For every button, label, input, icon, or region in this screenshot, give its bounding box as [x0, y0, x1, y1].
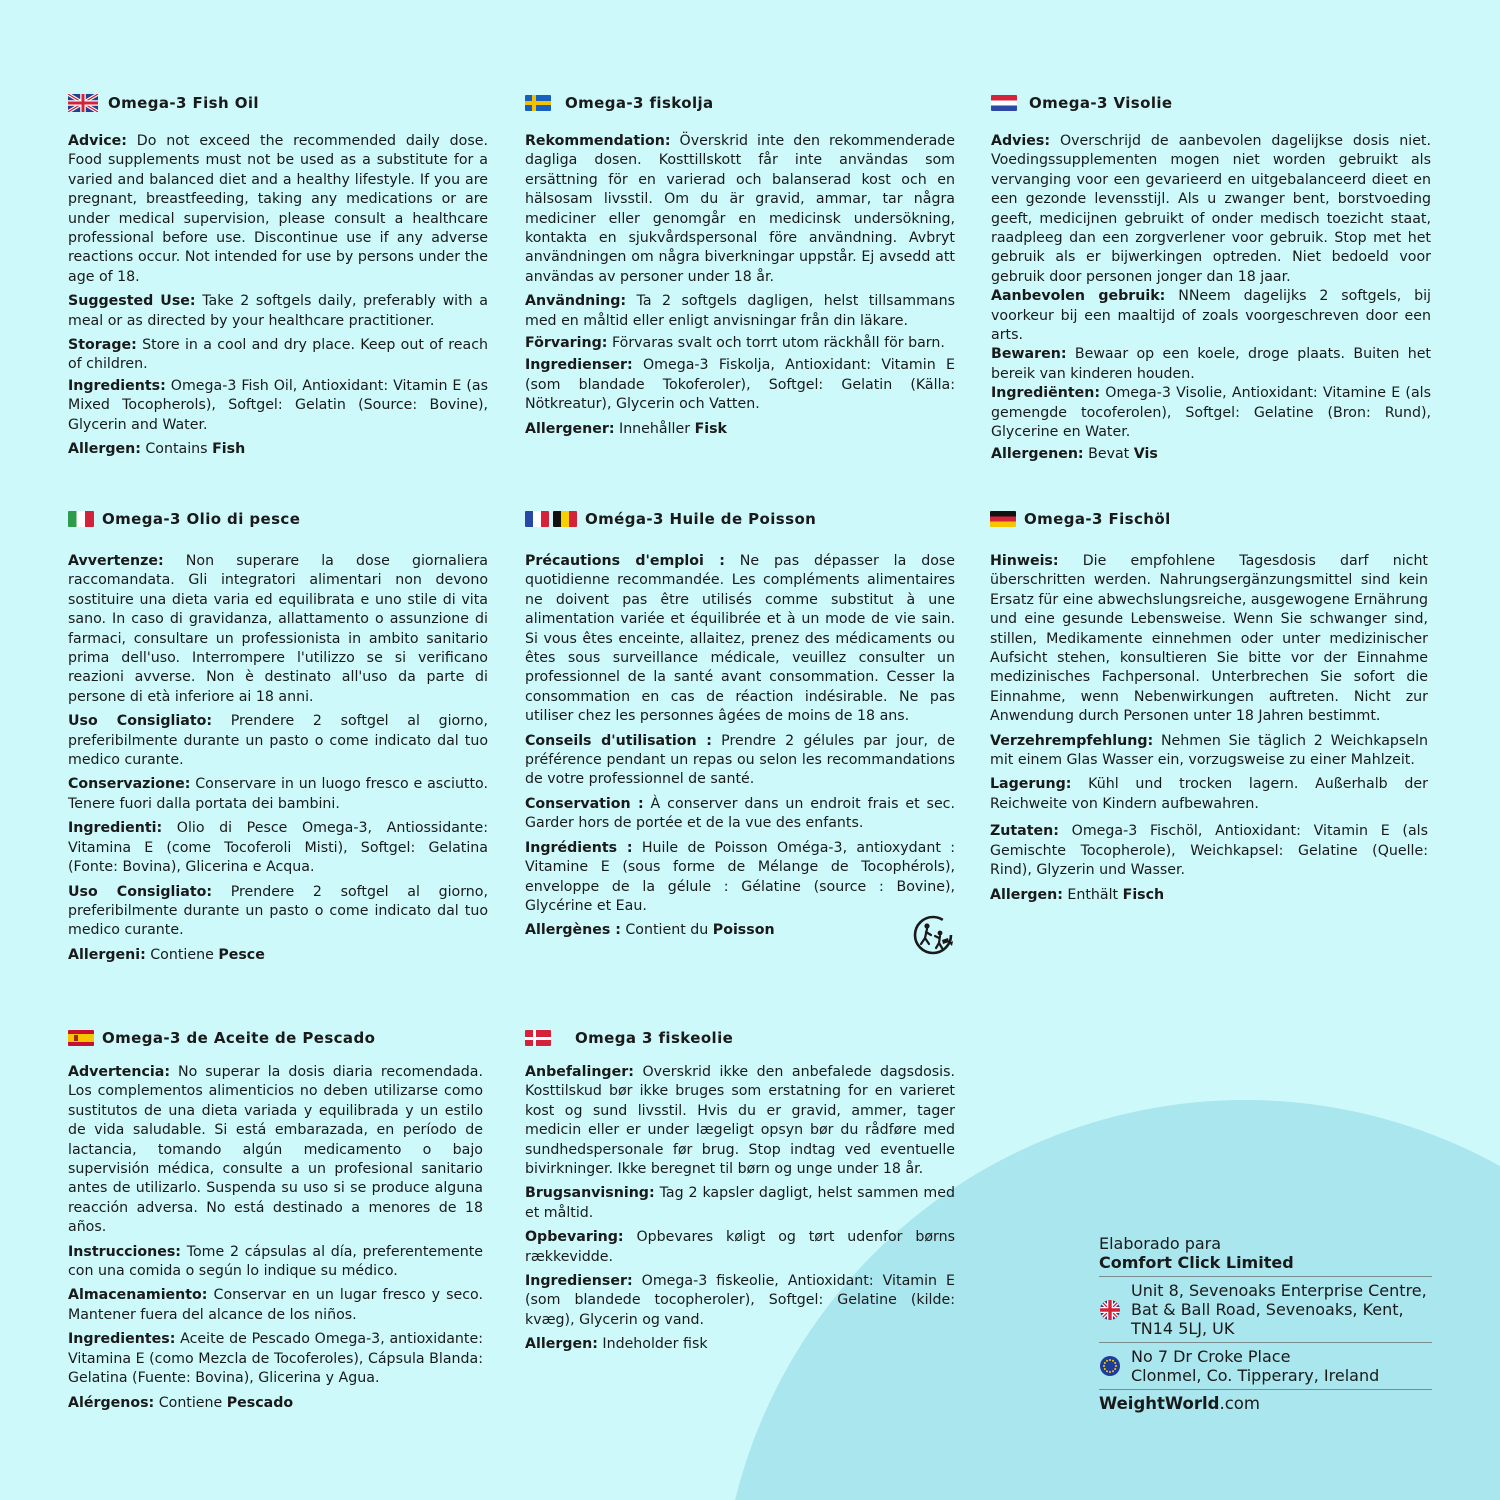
allergen-text: Contiene	[145, 946, 219, 963]
storage-paragraph	[525, 795, 955, 834]
belgium-flag-icon	[553, 511, 577, 527]
section-swedish	[525, 92, 955, 439]
section-header	[525, 92, 955, 114]
spain-flag-icon	[68, 1030, 94, 1046]
section-title: Omega 3 fiskeolie	[575, 1029, 734, 1047]
eu-address-line: Clonmel, Co. Tipperary, Ireland	[1131, 1366, 1380, 1385]
advice-label: Advertencia:	[68, 1064, 171, 1080]
allergen-text: Bevat	[1083, 445, 1134, 462]
ingredients-paragraph	[68, 1330, 483, 1388]
ingredients-text: Omega-3 fiskeolie, Antioxidant: Vitamin E (som blandede tocopheroler), Softgel: Gelatine (kilde: kvæg), Glycerin og vand.	[525, 1273, 955, 1328]
ingredients-label: Ingredientes:	[68, 1331, 176, 1348]
ingredients-text: Huile de Poisson Oméga-3, antioxydant : Vitamine E (sous forme de Mélange de Tocophérols), enveloppe de la gélule : Gélatine (source : Bovine), Glycérine et Eau.	[525, 839, 955, 914]
section-dutch	[991, 92, 1431, 464]
ingredients-text: Omega-3 Fischöl, Antioxidant: Vitamin E (als Gemischte Tocopherole), Weichkapsel: Gelatine (Quelle: Rind), Glyzerin und Wasser.	[990, 823, 1428, 879]
advice-paragraph	[525, 132, 955, 287]
section-title: Omega-3 fiskolja	[565, 94, 714, 112]
allergen-line	[991, 445, 1431, 464]
advice-text: Die empfohlene Tagesdosis darf nicht überschritten werden. Nahrungsergänzungsmittel sind kein Ersatz für eine abwechslungsreiche, ausgewogene Ernährung und eine gesunde Lebensweise. Wenn Sie schwanger sind, stillen, Medikamente einnehmen oder unter medizinischer Aufsicht stehen, konsultieren Sie bitte vor der Einnahme medizinisches Fachpersonal. Unterbrechen Sie sofort die Einnahme, wenn Nebenwirkungen auftreten. Nicht zur Anwendung durch Personen unter 18 Jahren bestimmt.	[990, 553, 1429, 725]
advice-paragraph	[991, 132, 1431, 287]
storage-label: Opbevaring:	[525, 1229, 624, 1246]
ingredients-text: Omega-3 Fish Oil, Antioxidant: Vitamin E (as Mixed Tocopherols), Softgel: Gelatin (Source: Bovine), Glycerin and Water.	[68, 377, 488, 433]
uk-flag-icon	[68, 94, 98, 112]
section-italian	[68, 508, 488, 965]
advice-label: Avvertenze:	[68, 553, 164, 569]
advice-label: Advice:	[68, 133, 127, 149]
ingredients-paragraph	[525, 839, 955, 917]
use-label: Uso Consigliato:	[68, 883, 213, 900]
storage-paragraph	[525, 1228, 955, 1267]
use-paragraph	[525, 732, 955, 790]
storage-label: Bewaren:	[991, 346, 1067, 363]
advice-text: Overskrid ikke den anbefalede dagsdosis. Kosttilskud bør ikke bruges som erstatning for en varieret kost og sund livsstil. Hvis du er gravid, ammer, tager medicin eller er under lægeligt opsyn bør du rådføre med sundhedspersonale før brug. Stop indtag ved eventuelle bivirkninger. Ikke beregnet til børn og unge under 18 år.	[525, 1064, 955, 1178]
section-french	[525, 508, 955, 941]
advice-label: Anbefalinger:	[525, 1064, 634, 1080]
use-text: Ta 2 softgels dagligen, helst tillsammans med en måltid eller enligt anvisningar från din läkare.	[525, 293, 955, 329]
storage-label: Conservation :	[525, 795, 644, 812]
allergen-text: Indeholder fisk	[597, 1336, 708, 1353]
uk-address	[1099, 1281, 1432, 1338]
uk-address-line: Unit 8, Sevenoaks Enterprise Centre,	[1131, 1281, 1427, 1300]
ingredients-label: Ingrediënten:	[991, 385, 1101, 402]
storage-text: Bewaar op een koele, droge plaats. Buiten het bereik van kinderen houden.	[991, 346, 1431, 382]
sweden-flag-icon	[525, 95, 551, 111]
advice-text: Overschrijd de aanbevolen dagelijkse dosis niet. Voedingssupplementen mogen niet worden gebruikt als vervanging voor een gevarieerd en uitgebalanceerd dieet en een gezonde levensstijl. Als u zwanger bent, borstvoeding geeft, medicijnen gebruikt of onder medisch toezicht staat, raadpleeg dan een zorgverlener voor gebruik. Stop met het gebruik als er bijwerkingen optreden. Niet bedoeld voor gebruik door personen jonger dan 18 jaar.	[991, 133, 1431, 285]
eu-address	[1099, 1347, 1432, 1385]
section-title: Omega-3 Visolie	[1029, 94, 1173, 112]
use-paragraph	[525, 292, 955, 331]
use-paragraph	[525, 1184, 955, 1223]
use-label: Suggested Use:	[68, 293, 196, 310]
storage-paragraph	[525, 334, 955, 353]
ingredients-label: Ingredienser:	[525, 1273, 633, 1290]
section-header	[68, 1027, 483, 1049]
use-paragraph	[991, 287, 1431, 345]
allergen-label: Allergen:	[990, 886, 1063, 903]
website	[1099, 1394, 1432, 1413]
storage-text: Kühl und trocken lagern. Außerhalb der Reichweite von Kindern aufbewahren.	[990, 776, 1428, 812]
advice-paragraph	[68, 1063, 483, 1238]
eu-flag-icon	[1099, 1355, 1121, 1377]
section-title: Oméga-3 Huile de Poisson	[585, 510, 817, 528]
storage-text: Conservar en un lugar fresco y seco. Mantener fuera del alcance de los niños.	[68, 1287, 483, 1323]
allergen-text: Enthält	[1062, 886, 1123, 903]
storage-label: Almacenamiento:	[68, 1287, 208, 1304]
advice-paragraph	[525, 552, 955, 727]
denmark-flag-icon	[525, 1030, 551, 1046]
allergen-value: Vis	[1133, 445, 1158, 462]
ingredients-label: Ingredienser:	[525, 357, 633, 374]
triman-recycling-icon	[911, 913, 955, 957]
uk-address-line: Bat & Ball Road, Sevenoaks, Kent,	[1131, 1300, 1404, 1319]
advice-text: Överskrid inte den rekommenderade dagliga dosen. Kosttillskott får inte användas som ersättning för en varierad och balanserad kost och en hälsosam livsstil. Om du är gravid, ammar, tar några mediciner eller genomgår en medicinsk undersökning, kontakta en sjukvårdspersonal före användning. Avbryt användningen om några biverkningar uppstår. Ej avsedd att användas av personer under 18 år.	[525, 133, 955, 285]
allergen-text: Contiene	[154, 1394, 227, 1411]
section-title: Omega-3 de Aceite de Pescado	[102, 1029, 376, 1047]
use-paragraph	[68, 1243, 483, 1282]
section-header	[68, 92, 488, 114]
storage-label: Conservazione:	[68, 776, 191, 793]
advice-paragraph	[990, 552, 1428, 727]
made-for-label: Elaborado para	[1099, 1234, 1222, 1253]
advice-paragraph	[68, 132, 488, 287]
storage-label: Lagerung:	[990, 776, 1072, 793]
section-header	[525, 1027, 955, 1049]
storage-text: Store in a cool and dry place. Keep out of reach of children.	[68, 337, 488, 373]
ingredients-paragraph	[525, 1272, 955, 1330]
uk-address-line: TN14 5LJ, UK	[1131, 1319, 1235, 1338]
storage-text: Conservare in un luogo fresco e asciutto. Tenere fuori dalla portata dei bambini.	[68, 776, 488, 812]
section-title: Omega-3 Fischöl	[1024, 510, 1171, 528]
section-header	[990, 508, 1428, 530]
use-text: Tag 2 kapsler dagligt, helst sammen med et måltid.	[525, 1185, 955, 1221]
uk-flag-icon	[1099, 1299, 1121, 1321]
allergen-label: Allergen:	[525, 1336, 598, 1353]
use-text: Prendre 2 gélules par jour, de préférence pendant un repas ou selon les recommandations de votre professionnel de santé.	[525, 732, 955, 788]
allergen-value: Poisson	[712, 922, 775, 939]
storage-label: Storage:	[68, 337, 137, 354]
ingredients-paragraph	[991, 384, 1431, 442]
allergen-line	[68, 440, 488, 459]
section-german	[990, 508, 1428, 905]
allergen-label: Allergènes :	[525, 922, 621, 939]
section-header	[991, 92, 1431, 114]
use-paragraph	[68, 712, 488, 770]
section-title: Omega-3 Olio di pesce	[102, 510, 301, 528]
use-paragraph	[68, 292, 488, 331]
allergen-line	[525, 420, 955, 439]
allergen-line	[525, 1335, 955, 1354]
ingredients-text: Omega-3 Fiskolja, Antioxidant: Vitamin E (som blandade Tokoferoler), Softgel: Gelatin (Källa: Nötkreatur), Glycerin och Vatten.	[525, 357, 955, 413]
section-spanish	[68, 1027, 483, 1413]
ingredients-paragraph	[525, 356, 955, 414]
use-label: Conseils d'utilisation :	[525, 732, 712, 749]
advice-text: Do not exceed the recommended daily dose. Food supplements must not be used as a substitute for a varied and balanced diet and a healthy lifestyle. If you are pregnant, breastfeeding, taking any medications or are under medical supervision, please consult a healthcare professional before use. Discontinue use if any adverse reactions occur. Not intended for use by persons under the age of 18.	[68, 133, 488, 285]
storage-label: Förvaring:	[525, 335, 608, 352]
ingredients-text: Olio di Pesce Omega-3, Antiossidante: Vitamina E (come Tocoferoli Misti), Softgel: Gelatina (Fonte: Bovina), Glicerina e Acqua.	[68, 820, 488, 876]
advice-paragraph	[525, 1063, 955, 1179]
allergen-label: Allergen:	[68, 441, 141, 458]
allergen-label: Allergeni:	[68, 946, 146, 963]
ingredients-text: Aceite de Pescado Omega-3, antioxidante: Vitamina E (como Mezcla de Tocoferoles), Cápsula Blanda: Gelatina (Fuente: Bovina), Glicerina y Agua.	[68, 1331, 483, 1387]
ingredients-paragraph	[68, 377, 488, 435]
allergen-value: Fish	[212, 441, 246, 458]
section-danish	[525, 1027, 955, 1355]
advice-label: Précautions d'emploi :	[525, 553, 725, 569]
storage-paragraph	[991, 345, 1431, 384]
use-text: Nehmen Sie täglich 2 Weichkapseln mit einem Glas Wasser ein, vorzugsweise zu einer Mahlzeit.	[990, 732, 1428, 769]
storage-paragraph	[68, 775, 488, 814]
ingredients-paragraph	[990, 822, 1428, 880]
germany-flag-icon	[990, 511, 1016, 527]
storage-text: Opbevares køligt og tørt udenfor børns rækkevidde.	[525, 1229, 955, 1265]
france-flag-icon	[525, 511, 549, 527]
use-text: Prendere 2 softgel al giorno, preferibilmente durante un pasto o come indicato dal tuo medico curante.	[68, 883, 488, 939]
use-label: Instrucciones:	[68, 1243, 181, 1260]
advice-label: Advies:	[991, 133, 1050, 149]
advice-label: Rekommendation:	[525, 133, 671, 149]
manufacturer-block	[1099, 1234, 1432, 1413]
allergen-line	[68, 1394, 483, 1413]
allergen-value: Pesce	[218, 946, 265, 963]
ingredients-label: Ingredients:	[68, 377, 166, 394]
use-label: Användning:	[525, 293, 627, 310]
allergen-line	[68, 946, 488, 965]
divider	[1099, 1389, 1432, 1390]
use-paragraph-repeat	[68, 883, 488, 941]
storage-paragraph	[990, 775, 1428, 814]
allergen-line	[990, 886, 1428, 905]
storage-text: À conserver dans un endroit frais et sec. Garder hors de portée et de la vue des enfants.	[525, 795, 955, 832]
divider	[1099, 1342, 1432, 1343]
website-domain: .com	[1219, 1394, 1260, 1413]
use-text: Tome 2 cápsulas al día, preferentemente con una comida o según lo indique su médico.	[68, 1243, 483, 1280]
divider	[1099, 1276, 1432, 1277]
storage-paragraph	[68, 1286, 483, 1325]
storage-paragraph	[68, 336, 488, 375]
storage-text: Förvaras svalt och torrt utom räckhåll för barn.	[607, 335, 945, 352]
section-english	[68, 92, 488, 460]
use-paragraph	[990, 732, 1428, 771]
ingredients-label: Ingredienti:	[68, 820, 163, 837]
use-text: Take 2 softgels daily, preferably with a meal or as directed by your healthcare practitioner.	[68, 293, 488, 329]
ingredients-paragraph	[68, 819, 488, 877]
italy-flag-icon	[68, 511, 94, 527]
ingredients-text: Omega-3 Visolie, Antioxidant: Vitamine E (als gemengde tocoferolen), Softgel: Gelatine (Bron: Rund), Glycerine en Water.	[991, 385, 1431, 441]
allergen-value: Fisch	[1122, 886, 1165, 903]
section-header	[68, 508, 488, 530]
advice-text: Non superare la dose giornaliera raccomandata. Gli integratori alimentari non devono sostituire una dieta varia ed equilibrata e uno stile di vita sano. In caso di gravidanza, allattamento o assunzione di farmaci, consultare un professionista in ambito sanitario prima dell'uso. Interrompere l'utilizzo se si verificano reazioni avverse. Non è destinato all'uso da parte di persone di età inferiore ai 18 anni.	[68, 553, 488, 705]
use-label: Brugsanvisning:	[525, 1185, 655, 1202]
netherlands-flag-icon	[991, 95, 1017, 111]
allergen-text: Contient du	[620, 922, 713, 939]
allergen-label: Alérgenos:	[68, 1394, 155, 1411]
company-name: Comfort Click Limited	[1099, 1253, 1294, 1272]
eu-address-line: No 7 Dr Croke Place	[1131, 1347, 1291, 1366]
allergen-line	[525, 921, 955, 940]
allergen-text: Innehåller	[614, 420, 695, 437]
website-brand: WeightWorld	[1099, 1394, 1220, 1413]
allergen-text: Contains	[140, 441, 213, 458]
section-title: Omega-3 Fish Oil	[108, 94, 259, 112]
use-label: Aanbevolen gebruik:	[991, 288, 1166, 305]
advice-text: No superar la dosis diaria recomendada. Los complementos alimenticios no deben utilizarse como sustitutos de una dieta variada y equilibrada y un estilo de vida saludable. Si está embarazada, en período de lactancia, tomando algún medicamento o bajo supervisión médica, consulte a un profesional sanitario antes de utilizarlo. Suspenda su uso si se produce alguna reacción adversa. No está destinado a menores de 18 años.	[68, 1064, 483, 1236]
advice-text: Ne pas dépasser la dose quotidienne recommandée. Les compléments alimentaires ne doivent pas être utilisés comme substitut à une alimentation variée et équilibrée et à un mode de vie sain. Si vous êtes enceinte, allaitez, prenez des médicaments ou êtes sous surveillance médicale, veuillez consulter un professionnel de la santé avant consommation. Cesser la consommation en cas de réaction indésirable. Ne pas utiliser chez les personnes âgées de moins de 18 ans.	[525, 553, 956, 725]
advice-paragraph	[68, 552, 488, 707]
allergen-label: Allergener:	[525, 420, 615, 437]
advice-label: Hinweis:	[990, 553, 1059, 569]
use-text: Prendere 2 softgel al giorno, preferibilmente durante un pasto o come indicato dal tuo medico curante.	[68, 713, 488, 769]
allergen-value: Fisk	[694, 420, 727, 437]
use-label: Uso Consigliato:	[68, 713, 213, 730]
allergen-value: Pescado	[226, 1394, 294, 1411]
section-header	[525, 508, 955, 530]
use-label: Verzehrempfehlung:	[990, 732, 1154, 749]
ingredients-label: Zutaten:	[990, 823, 1059, 840]
use-text: NNeem dagelijks 2 softgels, bij voorkeur bij een maaltijd of zoals voorgeschreven door een arts.	[991, 288, 1431, 344]
ingredients-label: Ingrédients :	[525, 839, 633, 856]
allergen-label: Allergenen:	[991, 445, 1084, 462]
